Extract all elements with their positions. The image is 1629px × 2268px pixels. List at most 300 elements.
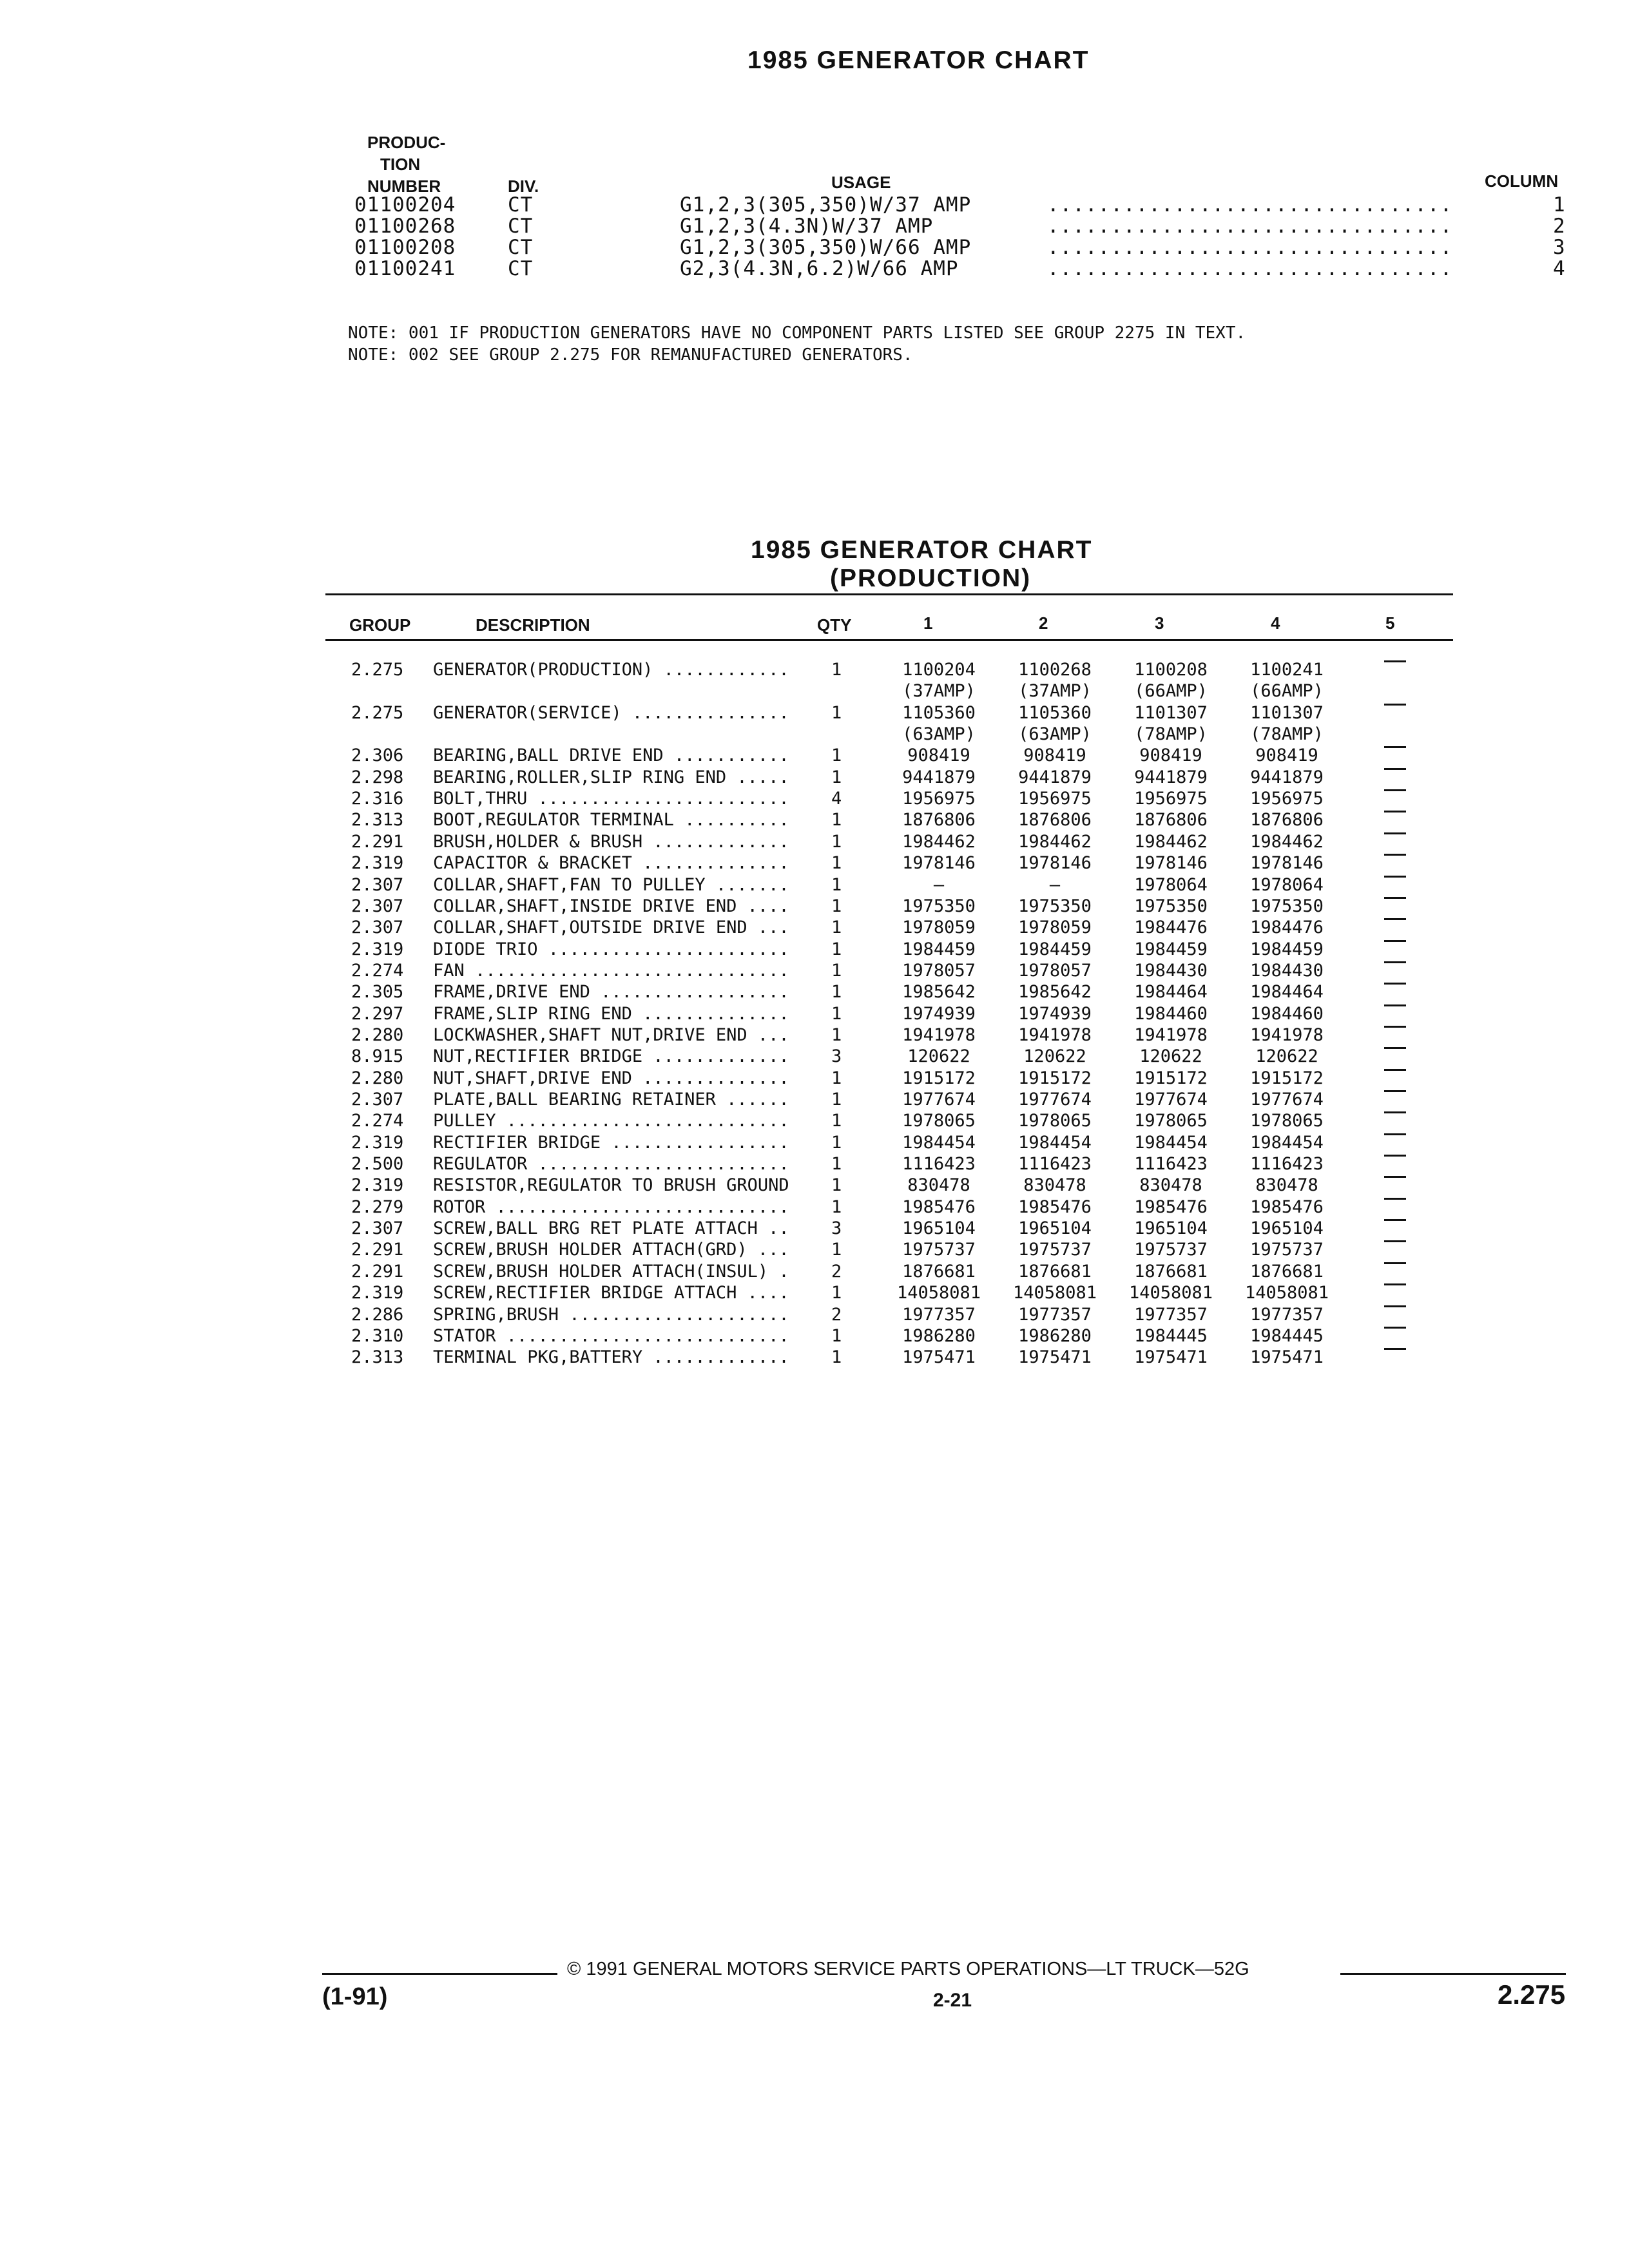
table-row bbox=[0, 1089, 1629, 1110]
column5-dash bbox=[1384, 1348, 1406, 1350]
part-number-c4: 1876681 bbox=[1250, 1261, 1324, 1282]
part-number-c3: 1984460 bbox=[1134, 1003, 1208, 1024]
part-number-c1: 1876681 bbox=[902, 1261, 976, 1282]
leader-dots: ................................ bbox=[1047, 215, 1453, 238]
part-number-c3: 1876806 bbox=[1134, 810, 1208, 831]
description-cell: ROTOR ............................ bbox=[433, 1196, 789, 1217]
group-cell: 2.291 bbox=[351, 1261, 404, 1282]
column5-dash bbox=[1384, 940, 1406, 942]
part-number-c1: 1978065 bbox=[902, 1111, 976, 1131]
part-number-c2: 1876681 bbox=[1018, 1261, 1092, 1282]
description-cell: FAN .............................. bbox=[433, 960, 789, 981]
col1-header: 1 bbox=[923, 613, 933, 633]
description-cell: COLLAR,SHAFT,INSIDE DRIVE END .... bbox=[433, 896, 789, 916]
usage-text: G1,2,3(4.3N)W/37 AMP bbox=[680, 215, 934, 238]
table-row bbox=[0, 1239, 1629, 1260]
group-cell: 2.275 bbox=[351, 660, 404, 680]
column5-dash bbox=[1384, 1026, 1406, 1028]
part-number-c2: 120622 bbox=[1023, 1046, 1086, 1067]
qty-cell: 1 bbox=[831, 1347, 842, 1368]
group-cell: 2.274 bbox=[351, 960, 404, 981]
qty-cell: 1 bbox=[831, 1024, 842, 1045]
part-number-c1: 1984454 bbox=[902, 1132, 976, 1153]
description-cell: BOOT,REGULATOR TERMINAL .......... bbox=[433, 810, 789, 831]
part-number-c3: 1975737 bbox=[1134, 1240, 1208, 1260]
description-cell: SPRING,BRUSH ..................... bbox=[433, 1304, 789, 1325]
table-row bbox=[0, 1325, 1629, 1347]
parts-chart-title: 1985 GENERATOR CHART bbox=[751, 536, 1093, 564]
part-number-c1: 1985476 bbox=[902, 1196, 976, 1217]
qty-cell: 1 bbox=[831, 1154, 842, 1175]
description-cell: GENERATOR(PRODUCTION) ............ bbox=[433, 660, 789, 680]
part-number-c2: 1985476 bbox=[1018, 1196, 1092, 1217]
table-row bbox=[0, 1046, 1629, 1067]
column5-dash bbox=[1384, 918, 1406, 920]
usage-text: G1,2,3(305,350)W/37 AMP bbox=[680, 193, 972, 216]
part-number-c4: 1915172 bbox=[1250, 1068, 1324, 1088]
part-number-c4: 1977674 bbox=[1250, 1090, 1324, 1110]
group-cell: 2.305 bbox=[351, 982, 404, 1003]
leader-dots: ................................ bbox=[1047, 193, 1453, 216]
qty-cell: 2 bbox=[831, 1261, 842, 1282]
qty-cell: 1 bbox=[831, 939, 842, 959]
part-number-c2: 1978065 bbox=[1018, 1111, 1092, 1131]
part-number-c1: 1986280 bbox=[902, 1325, 976, 1346]
table-row bbox=[0, 874, 1629, 896]
column5-dash bbox=[1384, 1069, 1406, 1071]
table-row bbox=[0, 680, 1629, 702]
part-number-c2: 908419 bbox=[1023, 745, 1086, 766]
part-number-c2: 1978146 bbox=[1018, 853, 1092, 874]
part-number-c4: 1975350 bbox=[1250, 896, 1324, 916]
part-number-c1: 1116423 bbox=[902, 1154, 976, 1175]
part-number-c3: 1975350 bbox=[1134, 896, 1208, 916]
group-cell: 2.297 bbox=[351, 1003, 404, 1024]
part-number-c2: 9441879 bbox=[1018, 767, 1092, 787]
description-cell: BEARING,ROLLER,SLIP RING END ..... bbox=[433, 767, 789, 787]
group-cell: 2.313 bbox=[351, 810, 404, 831]
part-number-c2: 1978057 bbox=[1018, 960, 1092, 981]
group-cell: 2.307 bbox=[351, 918, 404, 938]
qty-cell: 1 bbox=[831, 745, 842, 766]
part-number-c2: 1941978 bbox=[1018, 1024, 1092, 1045]
part-number-c1: (37AMP) bbox=[902, 681, 976, 702]
column5-dash bbox=[1384, 1327, 1406, 1329]
column5-dash bbox=[1384, 1133, 1406, 1135]
qty-cell: 1 bbox=[831, 853, 842, 874]
table-row bbox=[0, 1282, 1629, 1303]
part-number-c3: 120622 bbox=[1139, 1046, 1202, 1067]
usage-text: G1,2,3(305,350)W/66 AMP bbox=[680, 236, 972, 259]
table-row bbox=[0, 1110, 1629, 1131]
part-number-c3: 1116423 bbox=[1134, 1154, 1208, 1175]
part-number-c1: 1985642 bbox=[902, 982, 976, 1003]
qty-cell: 1 bbox=[831, 1132, 842, 1153]
part-number-c3: 1984476 bbox=[1134, 918, 1208, 938]
part-number-c2: 1975737 bbox=[1018, 1240, 1092, 1260]
usage-row bbox=[0, 258, 1629, 280]
qty-cell: 1 bbox=[831, 767, 842, 787]
part-number-c1: 1965104 bbox=[902, 1218, 976, 1239]
column5-dash bbox=[1384, 704, 1406, 706]
production-number: 01100204 bbox=[354, 193, 456, 216]
group-header: GROUP bbox=[349, 615, 411, 635]
part-number-c4: 1876806 bbox=[1250, 810, 1324, 831]
production-number-header-line1: PRODUC- bbox=[367, 133, 446, 152]
description-cell: STATOR ........................... bbox=[433, 1325, 789, 1346]
part-number-c2: 830478 bbox=[1023, 1175, 1086, 1196]
part-number-c3: 1101307 bbox=[1134, 702, 1208, 723]
description-cell: PULLEY ........................... bbox=[433, 1111, 789, 1131]
part-number-c4: 1984476 bbox=[1250, 918, 1324, 938]
description-cell: COLLAR,SHAFT,FAN TO PULLEY ....... bbox=[433, 874, 789, 895]
part-number-c4: 1984464 bbox=[1250, 982, 1324, 1003]
group-cell: 2.291 bbox=[351, 1240, 404, 1260]
table-row bbox=[0, 1068, 1629, 1089]
qty-cell: 1 bbox=[831, 1003, 842, 1024]
group-cell: 2.319 bbox=[351, 1175, 404, 1196]
table-row bbox=[0, 1132, 1629, 1153]
part-number-c4: 1978064 bbox=[1250, 874, 1324, 895]
part-number-c2: 1984454 bbox=[1018, 1132, 1092, 1153]
usage-header: USAGE bbox=[831, 173, 891, 192]
table-row bbox=[0, 960, 1629, 981]
part-number-c1: (63AMP) bbox=[902, 724, 976, 745]
column5-dash bbox=[1384, 1219, 1406, 1221]
table-row bbox=[0, 939, 1629, 960]
description-cell: BOLT,THRU ........................ bbox=[433, 789, 789, 809]
group-cell: 2.313 bbox=[351, 1347, 404, 1368]
table-row bbox=[0, 852, 1629, 874]
description-cell: NUT,SHAFT,DRIVE END .............. bbox=[433, 1068, 789, 1088]
part-number-c4: 1978065 bbox=[1250, 1111, 1324, 1131]
col5-header: 5 bbox=[1385, 613, 1395, 633]
part-number-c2: — bbox=[1049, 874, 1061, 895]
column5-dash bbox=[1384, 660, 1406, 662]
part-number-c2: (37AMP) bbox=[1018, 681, 1092, 702]
part-number-c3: 1978064 bbox=[1134, 874, 1208, 895]
column-header: COLUMN bbox=[1485, 171, 1559, 191]
column5-dash bbox=[1384, 854, 1406, 856]
part-number-c2: 1975471 bbox=[1018, 1347, 1092, 1368]
group-cell: 2.275 bbox=[351, 702, 404, 723]
group-cell: 2.274 bbox=[351, 1111, 404, 1131]
part-number-c3: 1956975 bbox=[1134, 789, 1208, 809]
part-number-c4: 908419 bbox=[1255, 745, 1318, 766]
description-cell: NUT,RECTIFIER BRIDGE ............. bbox=[433, 1046, 789, 1067]
part-number-c3: 1977674 bbox=[1134, 1090, 1208, 1110]
column5-dash bbox=[1384, 768, 1406, 770]
part-number-c1: 1975737 bbox=[902, 1240, 976, 1260]
column-number: 1 bbox=[1553, 193, 1566, 216]
group-cell: 2.307 bbox=[351, 1090, 404, 1110]
table-row bbox=[0, 1153, 1629, 1175]
description-header: DESCRIPTION bbox=[476, 615, 590, 635]
leader-dots: ................................ bbox=[1047, 236, 1453, 259]
column5-dash bbox=[1384, 1283, 1406, 1285]
description-cell: FRAME,SLIP RING END .............. bbox=[433, 1003, 789, 1024]
footer-page-number: 2-21 bbox=[933, 1990, 972, 2011]
part-number-c4: 1984445 bbox=[1250, 1325, 1324, 1346]
qty-cell: 1 bbox=[831, 1068, 842, 1088]
part-number-c2: (63AMP) bbox=[1018, 724, 1092, 745]
part-number-c2: 1915172 bbox=[1018, 1068, 1092, 1088]
part-number-c3: 1984459 bbox=[1134, 939, 1208, 959]
part-number-c1: 1977674 bbox=[902, 1090, 976, 1110]
group-cell: 2.280 bbox=[351, 1024, 404, 1045]
col4-header: 4 bbox=[1271, 613, 1280, 633]
usage-row bbox=[0, 216, 1629, 237]
part-number-c4: 1941978 bbox=[1250, 1024, 1324, 1045]
table-row bbox=[0, 1175, 1629, 1196]
part-number-c3: 1876681 bbox=[1134, 1261, 1208, 1282]
footer-rule-right bbox=[1340, 1973, 1566, 1975]
group-cell: 8.915 bbox=[351, 1046, 404, 1067]
table-row bbox=[0, 745, 1629, 766]
parts-chart-subtitle: (PRODUCTION) bbox=[830, 564, 1032, 592]
part-number-c1: 1956975 bbox=[902, 789, 976, 809]
column-number: 2 bbox=[1553, 215, 1566, 238]
group-cell: 2.319 bbox=[351, 1283, 404, 1303]
footer-section-number: 2.275 bbox=[1498, 1979, 1566, 2010]
qty-cell: 1 bbox=[831, 660, 842, 680]
qty-cell: 2 bbox=[831, 1304, 842, 1325]
description-cell: SCREW,RECTIFIER BRIDGE ATTACH .... bbox=[433, 1283, 789, 1303]
table-row bbox=[0, 1261, 1629, 1282]
col2-header: 2 bbox=[1039, 613, 1048, 633]
part-number-c4: 1100241 bbox=[1250, 660, 1324, 680]
part-number-c2: 1105360 bbox=[1018, 702, 1092, 723]
part-number-c2: 1974939 bbox=[1018, 1003, 1092, 1024]
column5-dash bbox=[1384, 1004, 1406, 1006]
group-cell: 2.307 bbox=[351, 874, 404, 895]
table-top-rule bbox=[325, 593, 1453, 595]
part-number-c1: 830478 bbox=[907, 1175, 970, 1196]
part-number-c2: 1977357 bbox=[1018, 1304, 1092, 1325]
table-row bbox=[0, 809, 1629, 831]
page-title: 1985 GENERATOR CHART bbox=[747, 46, 1090, 74]
table-row bbox=[0, 896, 1629, 917]
group-cell: 2.291 bbox=[351, 831, 404, 852]
part-number-c2: 1977674 bbox=[1018, 1090, 1092, 1110]
table-row bbox=[0, 1218, 1629, 1239]
description-cell: CAPACITOR & BRACKET .............. bbox=[433, 853, 789, 874]
part-number-c2: 1984462 bbox=[1018, 831, 1092, 852]
part-number-c1: 1915172 bbox=[902, 1068, 976, 1088]
part-number-c3: 14058081 bbox=[1128, 1283, 1213, 1303]
part-number-c4: 1101307 bbox=[1250, 702, 1324, 723]
part-number-c3: 1977357 bbox=[1134, 1304, 1208, 1325]
part-number-c4: (78AMP) bbox=[1250, 724, 1324, 745]
part-number-c3: 908419 bbox=[1139, 745, 1202, 766]
qty-cell: 1 bbox=[831, 1175, 842, 1196]
part-number-c4: 14058081 bbox=[1244, 1283, 1329, 1303]
description-cell: BEARING,BALL DRIVE END ........... bbox=[433, 745, 789, 766]
column5-dash bbox=[1384, 876, 1406, 878]
column5-dash bbox=[1384, 1111, 1406, 1113]
table-header-rule bbox=[325, 639, 1453, 641]
part-number-c3: (78AMP) bbox=[1134, 724, 1208, 745]
qty-cell: 3 bbox=[831, 1046, 842, 1067]
part-number-c1: 1100204 bbox=[902, 660, 976, 680]
qty-cell: 1 bbox=[831, 1240, 842, 1260]
description-cell: PLATE,BALL BEARING RETAINER ...... bbox=[433, 1090, 789, 1110]
part-number-c1: — bbox=[933, 874, 945, 895]
usage-row bbox=[0, 237, 1629, 258]
part-number-c2: 1100268 bbox=[1018, 660, 1092, 680]
part-number-c3: 1984454 bbox=[1134, 1132, 1208, 1153]
part-number-c1: 1978146 bbox=[902, 853, 976, 874]
part-number-c4: 1984430 bbox=[1250, 960, 1324, 981]
description-cell: BRUSH,HOLDER & BRUSH ............. bbox=[433, 831, 789, 852]
part-number-c1: 908419 bbox=[907, 745, 970, 766]
description-cell: RESISTOR,REGULATOR TO BRUSH GROUND bbox=[433, 1175, 789, 1196]
part-number-c4: 1956975 bbox=[1250, 789, 1324, 809]
qty-cell: 1 bbox=[831, 960, 842, 981]
group-cell: 2.306 bbox=[351, 745, 404, 766]
div-value: CT bbox=[508, 215, 534, 238]
leader-dots: ................................ bbox=[1047, 257, 1453, 280]
part-number-c3: (66AMP) bbox=[1134, 681, 1208, 702]
qty-cell: 1 bbox=[831, 1283, 842, 1303]
table-row bbox=[0, 831, 1629, 852]
description-cell: SCREW,BALL BRG RET PLATE ATTACH .. bbox=[433, 1218, 789, 1239]
part-number-c3: 1975471 bbox=[1134, 1347, 1208, 1368]
column5-dash bbox=[1384, 811, 1406, 812]
note-001: NOTE: 001 IF PRODUCTION GENERATORS HAVE NO COMPONENT PARTS LISTED SEE GROUP 2275 IN TEXT. bbox=[348, 323, 1246, 343]
column5-dash bbox=[1384, 961, 1406, 963]
part-number-c4: 830478 bbox=[1255, 1175, 1318, 1196]
column5-dash bbox=[1384, 1198, 1406, 1200]
qty-cell: 1 bbox=[831, 1111, 842, 1131]
table-row bbox=[0, 1196, 1629, 1218]
description-cell: SCREW,BRUSH HOLDER ATTACH(GRD) ... bbox=[433, 1240, 789, 1260]
part-number-c4: 1975737 bbox=[1250, 1240, 1324, 1260]
column-number: 3 bbox=[1553, 236, 1566, 259]
qty-cell: 1 bbox=[831, 831, 842, 852]
column5-dash bbox=[1384, 1047, 1406, 1049]
table-row bbox=[0, 1347, 1629, 1368]
qty-cell: 1 bbox=[831, 702, 842, 723]
table-row bbox=[0, 1024, 1629, 1046]
qty-cell: 1 bbox=[831, 982, 842, 1003]
table-row bbox=[0, 767, 1629, 788]
column5-dash bbox=[1384, 1305, 1406, 1307]
qty-cell: 1 bbox=[831, 1196, 842, 1217]
group-cell: 2.319 bbox=[351, 1132, 404, 1153]
part-number-c4: 1978146 bbox=[1250, 853, 1324, 874]
part-number-c2: 14058081 bbox=[1012, 1283, 1097, 1303]
div-header: DIV. bbox=[508, 177, 539, 196]
group-cell: 2.316 bbox=[351, 789, 404, 809]
group-cell: 2.319 bbox=[351, 939, 404, 959]
col3-header: 3 bbox=[1155, 613, 1164, 633]
qty-cell: 1 bbox=[831, 1090, 842, 1110]
part-number-c1: 1974939 bbox=[902, 1003, 976, 1024]
part-number-c4: 1984462 bbox=[1250, 831, 1324, 852]
description-cell: RECTIFIER BRIDGE ................. bbox=[433, 1132, 789, 1153]
qty-cell: 1 bbox=[831, 896, 842, 916]
part-number-c3: 1100208 bbox=[1134, 660, 1208, 680]
part-number-c4: 1984454 bbox=[1250, 1132, 1324, 1153]
description-cell: SCREW,BRUSH HOLDER ATTACH(INSUL) . bbox=[433, 1261, 789, 1282]
group-cell: 2.298 bbox=[351, 767, 404, 787]
table-row bbox=[0, 659, 1629, 680]
part-number-c3: 830478 bbox=[1139, 1175, 1202, 1196]
table-row bbox=[0, 702, 1629, 724]
qty-cell: 4 bbox=[831, 789, 842, 809]
column5-dash bbox=[1384, 1176, 1406, 1178]
part-number-c3: 9441879 bbox=[1134, 767, 1208, 787]
footer-date: (1-91) bbox=[322, 1983, 388, 2010]
part-number-c1: 1977357 bbox=[902, 1304, 976, 1325]
part-number-c4: 1965104 bbox=[1250, 1218, 1324, 1239]
usage-row bbox=[0, 195, 1629, 216]
part-number-c3: 1984430 bbox=[1134, 960, 1208, 981]
part-number-c1: 1105360 bbox=[902, 702, 976, 723]
part-number-c1: 1978057 bbox=[902, 960, 976, 981]
group-cell: 2.307 bbox=[351, 1218, 404, 1239]
table-row bbox=[0, 724, 1629, 745]
production-number: 01100208 bbox=[354, 236, 456, 259]
column5-dash bbox=[1384, 1240, 1406, 1242]
part-number-c3: 1984445 bbox=[1134, 1325, 1208, 1346]
div-value: CT bbox=[508, 257, 534, 280]
part-number-c1: 1984462 bbox=[902, 831, 976, 852]
part-number-c3: 1984462 bbox=[1134, 831, 1208, 852]
usage-text: G2,3(4.3N,6.2)W/66 AMP bbox=[680, 257, 959, 280]
column5-dash bbox=[1384, 832, 1406, 834]
production-number-header-line3: NUMBER bbox=[367, 177, 441, 196]
group-cell: 2.310 bbox=[351, 1325, 404, 1346]
description-cell: GENERATOR(SERVICE) ............... bbox=[433, 702, 789, 723]
part-number-c1: 120622 bbox=[907, 1046, 970, 1067]
part-number-c1: 1975350 bbox=[902, 896, 976, 916]
part-number-c2: 1116423 bbox=[1018, 1154, 1092, 1175]
part-number-c4: 9441879 bbox=[1250, 767, 1324, 787]
description-cell: LOCKWASHER,SHAFT NUT,DRIVE END ... bbox=[433, 1024, 789, 1045]
part-number-c2: 1986280 bbox=[1018, 1325, 1092, 1346]
column5-dash bbox=[1384, 789, 1406, 791]
part-number-c1: 1941978 bbox=[902, 1024, 976, 1045]
production-number-header-line2: TION bbox=[380, 155, 421, 174]
part-number-c4: 1984460 bbox=[1250, 1003, 1324, 1024]
description-cell: DIODE TRIO ....................... bbox=[433, 939, 789, 959]
part-number-c1: 1876806 bbox=[902, 810, 976, 831]
production-number: 01100268 bbox=[354, 215, 456, 238]
group-cell: 2.286 bbox=[351, 1304, 404, 1325]
part-number-c1: 1984459 bbox=[902, 939, 976, 959]
column5-dash bbox=[1384, 897, 1406, 899]
part-number-c2: 1965104 bbox=[1018, 1218, 1092, 1239]
part-number-c3: 1915172 bbox=[1134, 1068, 1208, 1088]
part-number-c4: 1985476 bbox=[1250, 1196, 1324, 1217]
group-cell: 2.307 bbox=[351, 896, 404, 916]
part-number-c3: 1984464 bbox=[1134, 982, 1208, 1003]
qty-cell: 1 bbox=[831, 874, 842, 895]
column5-dash bbox=[1384, 1155, 1406, 1157]
part-number-c4: 1116423 bbox=[1250, 1154, 1324, 1175]
part-number-c4: 1984459 bbox=[1250, 939, 1324, 959]
group-cell: 2.319 bbox=[351, 853, 404, 874]
part-number-c2: 1978059 bbox=[1018, 918, 1092, 938]
qty-cell: 3 bbox=[831, 1218, 842, 1239]
footer-rule-left bbox=[322, 1973, 557, 1975]
column5-dash bbox=[1384, 1262, 1406, 1264]
qty-cell: 1 bbox=[831, 1325, 842, 1346]
column-number: 4 bbox=[1553, 257, 1566, 280]
production-number: 01100241 bbox=[354, 257, 456, 280]
